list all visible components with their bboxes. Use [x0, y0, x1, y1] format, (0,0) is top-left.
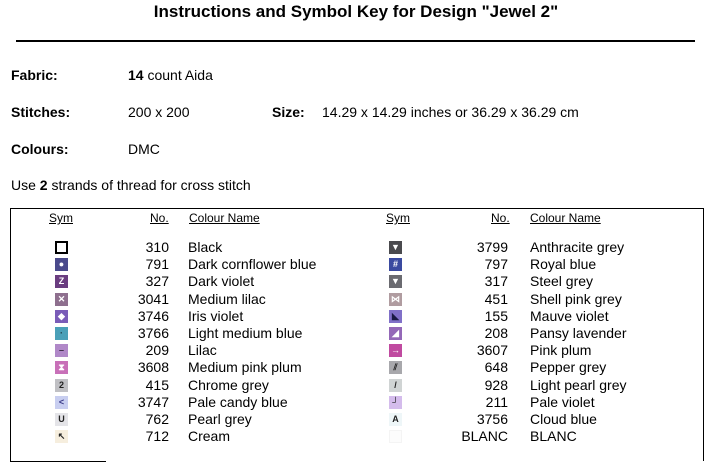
colour-number: 762 — [145, 411, 169, 427]
table-row — [11, 342, 703, 359]
colour-number: 211 — [485, 393, 508, 410]
colour-name: Iris violet — [188, 307, 244, 324]
colour-name: Royal blue — [530, 256, 597, 273]
colour-name: Light medium blue — [188, 325, 303, 341]
size-label: Size: — [272, 104, 305, 120]
colour-number: 451 — [484, 290, 508, 307]
colour-name: Cream — [188, 428, 231, 445]
symbol-swatch-icon: ⋈ — [391, 293, 400, 304]
symbol-swatch-icon: → — [391, 345, 400, 356]
page-title: Instructions and Symbol Key for Design "Jewel 2" — [153, 2, 559, 21]
colour-name: Shell pink grey — [530, 290, 622, 307]
colour-number: 3766 — [137, 325, 169, 341]
note-strands: 2 — [39, 177, 48, 193]
symbol-swatch-icon: Z — [55, 275, 68, 288]
colour-number: 415 — [145, 376, 169, 393]
stitches-value: 200 x 200 — [128, 104, 190, 120]
fabric-label: Fabric: — [11, 67, 58, 83]
header-sym-left: Sym — [49, 211, 73, 225]
note-pre: Use — [11, 177, 40, 193]
colour-name: Pale candy blue — [188, 393, 288, 410]
colour-name: Chrome grey — [188, 376, 269, 393]
colour-number: 3607 — [476, 342, 508, 359]
table-row — [11, 273, 703, 290]
symbol-swatch-icon: ┘ — [389, 396, 402, 409]
table-row — [11, 239, 703, 256]
table-row — [11, 308, 703, 325]
colour-number: 155 — [484, 307, 508, 324]
colour-number: 712 — [145, 428, 169, 445]
colour-name: Medium lilac — [188, 290, 266, 307]
colour-number: 209 — [145, 342, 169, 359]
symbol-swatch-icon: · — [55, 327, 68, 340]
colour-number: 317 — [484, 273, 508, 290]
size-value: 14.29 x 14.29 inches or 36.29 x 36.29 cm — [322, 104, 579, 120]
colour-number: 327 — [145, 273, 169, 290]
colour-name: Dark violet — [188, 273, 255, 290]
header-name-left: Colour Name — [189, 211, 260, 225]
symbol-swatch-icon: ◣ — [389, 310, 402, 323]
colour-number: 797 — [484, 256, 508, 273]
colour-number: 3747 — [137, 393, 169, 410]
bottom-rule — [10, 461, 106, 462]
symbol-swatch-icon: 2 — [55, 379, 68, 392]
fabric-rest: count Aida — [143, 67, 213, 83]
colour-name: Anthracite grey — [530, 239, 625, 255]
table-row — [11, 291, 703, 308]
colour-number: 208 — [484, 325, 508, 341]
colour-name: Dark cornflower blue — [188, 256, 317, 273]
stitches-label: Stitches: — [11, 104, 71, 120]
symbol-swatch-icon: – — [55, 344, 68, 357]
symbol-swatch-icon: / — [389, 379, 402, 392]
colour-number: 928 — [484, 376, 508, 393]
colour-name: BLANC — [530, 428, 577, 445]
header-no-left: No. — [150, 211, 169, 225]
colour-name: Steel grey — [530, 273, 594, 290]
strands-note — [11, 177, 251, 193]
colour-number: 3746 — [137, 307, 169, 324]
symbol-swatch-icon: ◆ — [55, 310, 68, 323]
colour-number: 648 — [484, 359, 508, 376]
symbol-swatch-icon: ◢ — [389, 327, 402, 340]
table-row — [11, 394, 703, 411]
symbol-swatch-icon: ▼ — [389, 275, 402, 288]
symbol-swatch-icon: U — [55, 413, 68, 426]
colour-number: 3756 — [476, 411, 508, 427]
symbol-swatch-icon: # — [389, 258, 402, 271]
note-post: strands of thread for cross stitch — [47, 177, 251, 193]
colour-name: Light pearl grey — [530, 376, 627, 393]
symbol-key-table — [10, 208, 704, 461]
symbol-swatch-icon: ↖ — [55, 430, 68, 443]
colour-name: Mauve violet — [530, 307, 609, 324]
table-row — [11, 411, 703, 428]
colour-number: 310 — [145, 239, 169, 255]
colour-name: Black — [188, 239, 223, 255]
fabric-value — [128, 67, 213, 83]
colour-name: Pearl grey — [188, 411, 252, 427]
symbol-swatch-icon: ● — [55, 258, 68, 271]
table-row — [11, 359, 703, 376]
table-row — [11, 428, 703, 445]
colour-name: Pansy lavender — [530, 325, 627, 341]
colour-number: 791 — [145, 256, 169, 273]
colours-label: Colours: — [11, 141, 69, 157]
colour-name: Pale violet — [530, 393, 595, 410]
header-no-right: No. — [491, 211, 510, 225]
symbol-swatch-icon: < — [55, 396, 68, 409]
colours-value: DMC — [128, 141, 160, 157]
symbol-swatch-icon — [389, 430, 402, 443]
symbol-swatch-icon: ▼ — [389, 241, 402, 254]
colour-name: Pink plum — [530, 342, 592, 359]
fabric-count: 14 — [128, 67, 144, 83]
table-row — [11, 256, 703, 273]
colour-number: 3041 — [137, 290, 169, 307]
title-rule — [16, 40, 695, 42]
colour-name: Cloud blue — [530, 411, 597, 427]
symbol-swatch-icon: ✕ — [55, 293, 68, 306]
header-sym-right: Sym — [386, 211, 410, 225]
colour-number: BLANC — [461, 428, 508, 445]
symbol-swatch-icon: ⧗ — [55, 361, 68, 374]
table-row — [11, 377, 703, 394]
colour-name: Medium pink plum — [188, 359, 302, 376]
colour-number: 3608 — [137, 359, 169, 376]
symbol-swatch-icon: A — [389, 413, 402, 426]
header-name-right: Colour Name — [530, 211, 601, 225]
colour-number: 3799 — [476, 239, 508, 255]
symbol-swatch-icon: ⫽ — [389, 361, 402, 374]
colour-name: Pepper grey — [530, 359, 607, 376]
colour-name: Lilac — [188, 342, 217, 359]
table-row — [11, 325, 703, 342]
